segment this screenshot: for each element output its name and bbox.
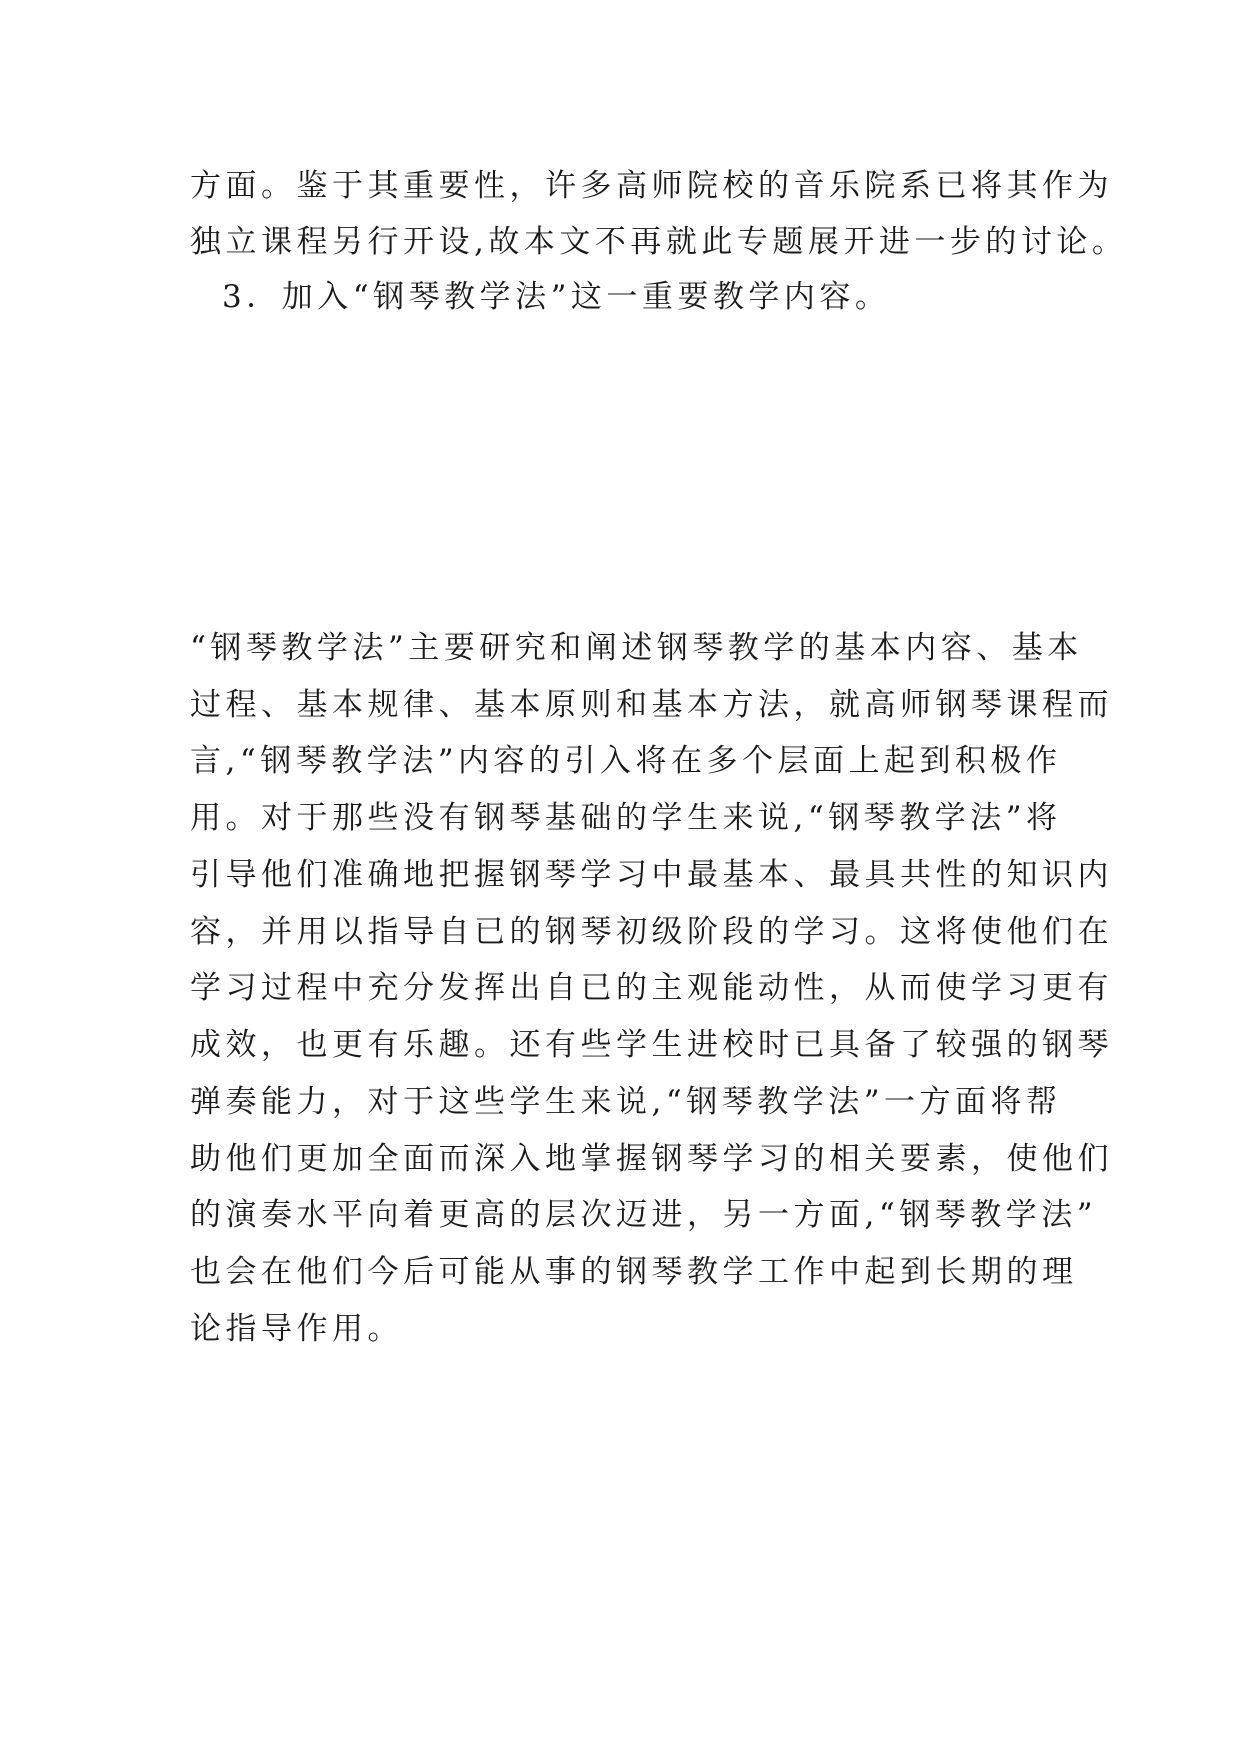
paragraph-line: 引导他们准确地把握钢琴学习中最基本、最具共性的知识内 bbox=[190, 857, 1113, 893]
section-heading: 3．加入“钢琴教学法”这一重要教学内容。 bbox=[222, 279, 891, 315]
paragraph-line: 学习过程中充分发挥出自已的主观能动性，从而使学习更有 bbox=[190, 970, 1113, 1006]
paragraph-line: 也会在他们今后可能从事的钢琴教学工作中起到长期的理 bbox=[190, 1254, 1078, 1290]
paragraph-line: 用。对于那些没有钢琴基础的学生来说,“钢琴教学法”将 bbox=[190, 800, 1062, 836]
paragraph-line: “钢琴教学法”主要研究和阐述钢琴教学的基本内容、基本 bbox=[190, 630, 1083, 666]
paragraph-line: 的演奏水平向着更高的层次迈进，另一方面,“钢琴教学法” bbox=[190, 1197, 1098, 1233]
paragraph-line: 过程、基本规律、基本原则和基本方法，就高师钢琴课程而 bbox=[190, 687, 1113, 723]
paragraph-line: 助他们更加全面而深入地掌握钢琴学习的相关要素，使他们 bbox=[190, 1141, 1113, 1177]
paragraph-line: 方面。鉴于其重要性，许多高师院校的音乐院系已将其作为 bbox=[190, 168, 1113, 204]
paragraph-line: 容，并用以指导自已的钢琴初级阶段的学习。这将使他们在 bbox=[190, 914, 1113, 950]
paragraph-line: 论指导作用。 bbox=[190, 1311, 403, 1347]
paragraph-line: 弹奏能力，对于这些学生来说,“钢琴教学法”一方面将帮 bbox=[190, 1084, 1062, 1120]
paragraph-line: 言,“钢琴教学法”内容的引入将在多个层面上起到积极作 bbox=[190, 743, 1062, 779]
paragraph-line: 独立课程另行开设,故本文不再就此专题展开进一步的讨论。 bbox=[190, 224, 1128, 260]
paragraph-line: 成效，也更有乐趣。还有些学生进校时已具备了较强的钢琴 bbox=[190, 1027, 1113, 1063]
